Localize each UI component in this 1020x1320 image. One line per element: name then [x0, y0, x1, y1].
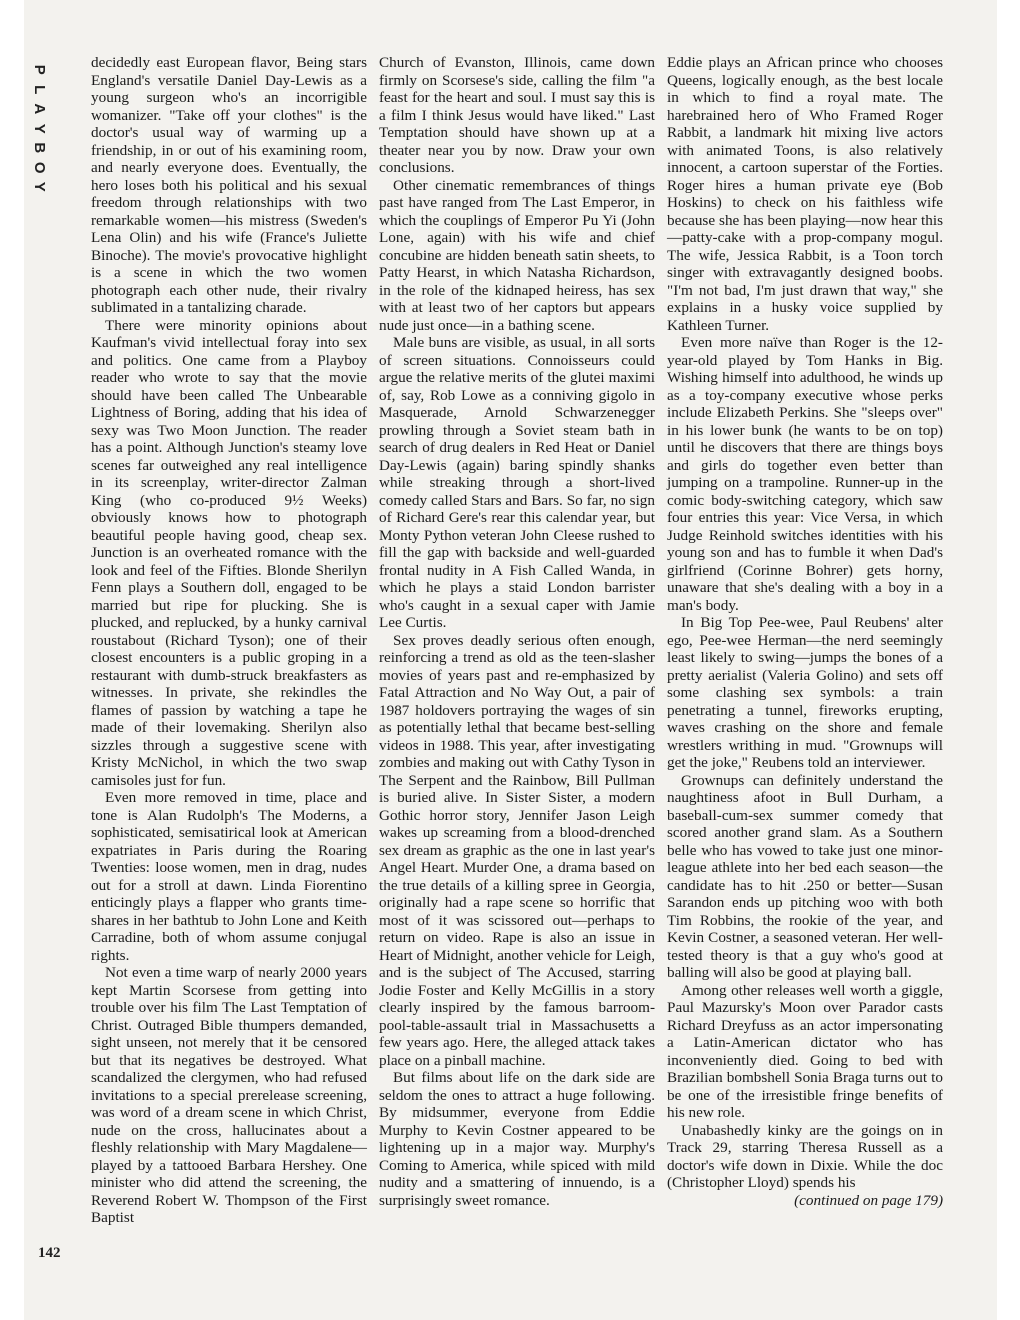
masthead-letter: O [30, 161, 48, 174]
masthead-letter: A [30, 103, 48, 115]
paragraph: Eddie plays an African prince who chooses Queens, logically enough, as the best locale in which to find a royal mate. The harebrained hero of Who Framed Roger Rabbit, a landmark hit mixing live actors with animated Toons, is also relatively innocent, a cartoon superstar of the Forties. Roger hires a human private eye (Bob Hoskins) to check on his faithless wife because she has been playing—now hear this—patty-cake with a prop-company mogul. The wife, Jessica Rabbit, is a Toon torch singer with extravagantly designed boobs. "I'm not bad, I'm just drawn that way," she explains in a husky voice supplied by Kathleen Turner. [667, 54, 943, 334]
masthead-letter: Y [30, 123, 48, 134]
paragraph: Other cinematic remembrances of things past have ranged from The Last Emperor, in which the couplings of Emperor Pu Yi (John Lone, again) with his wife and chief concubine are hidden beneath satin sheets, to Patty Hearst, in which Natasha Richardson, in the role of the kidnaped heiress, has sex with at least two of her captors but appears nude just once—in a bathing scene. [379, 176, 655, 334]
paragraph: Grownups can definitely understand the naughtiness afoot in Bull Durham, a baseball-cum-sex summer comedy that scored another grand slam. As a Southern belle who has vowed to take just one minor-league athlete into her bed each season—the candidate has to hit .250 or better—Susan Sarandon ends up pitching woo with both Tim Robbins, the rookie of the year, and Kevin Costner, a seasoned veteran. Her well-tested theory is that a guy who's good at balling will also be good at playing ball. [667, 771, 943, 981]
paragraph: decidedly east European flavor, Being stars England's versatile Daniel Day-Lewis as a young surgeon who's an incorrigible womanizer. "Take off your clothes" is the doctor's usual way of warming up a friendship, in or out of his examining room, and nearly everyone does. Eventually, the hero loses both his political and his sexual freedom through relationships with two remarkable women—his mistress (Sweden's Lena Olin) and his wife (France's Juliette Binoche). The movie's provocative highlight is a scene in which the two women photograph each other nude, their rivalry sublimated in a tantalizing charade. [91, 54, 367, 316]
magazine-page [24, 0, 997, 1320]
masthead-letter: L [30, 84, 48, 94]
paragraph: Among other releases well worth a giggle, Paul Mazursky's Moon over Parador casts Richard Dreyfuss as an actor impersonating a Latin-American dictator who has inconveniently died. Going to bed with Brazilian bombshell Sonia Braga turns out to be one of the irresistible fringe benefits of his new role. [667, 981, 943, 1121]
text-column-3 [667, 54, 943, 1294]
paragraph: There were minority opinions about Kaufman's vivid intellectual foray into sex and politics. One came from a Playboy reader who wrote to say that the movie should have been called The Unbearable Lightness of Boring, adding that his idea of sexy was Two Moon Junction. The reader has a point. Although Junction's steamy love scenes far outweighed any real intelligence in its screenplay, writer-director Zalman King (who co-produced 9½ Weeks) obviously knows how to photograph beautiful people having good, cheap sex. Junction is an overheated romance with the look and feel of the Fifties. Blonde Sherilyn Fenn plays a Southern doll, engaged to be married but ripe for plucking. She is plucked, and replucked, by a hunky carnival roustabout (Richard Tyson); one of their closest encounters is a public groping in a restaurant with dumb-struck breakfasters as witnesses. In private, she rekindles the flames of passion by watching a tape he made of their lovemaking. Sherilyn also sizzles through a suggestive scene with Kristy McNichol, in which the two swap camisoles just for fun. [91, 316, 367, 789]
masthead-vertical [24, 60, 54, 197]
paragraph: Male buns are visible, as usual, in all sorts of screen situations. Connoisseurs could argue the relative merits of the glutei maximi of, say, Rob Lowe as a conniving gigolo in Masquerade, Arnold Schwarzenegger prowling through a Soviet steam bath in search of drug dealers in Red Heat or Daniel Day-Lewis (again) baring spindly shanks while streaking through a short-lived comedy called Stars and Bars. So far, no sign of Richard Gere's rear this calendar year, but Monty Python veteran John Cleese rushed to fill the gap with backside and well-guarded frontal nudity in A Fish Called Wanda, in which he plays a staid London barrister who's caught in a sexual caper with Jamie Lee Curtis. [379, 334, 655, 631]
paragraph: Not even a time warp of nearly 2000 years kept Martin Scorsese from getting into trouble over his film The Last Temptation of Christ. Outraged Bible thumpers demanded, sight unseen, not merely that it be censored but that its negatives be destroyed. What scandalized the clergymen, who had refused invitations to a special prerelease screening, was word of a dream scene in which Christ, nude on the cross, hallucinates about a fleshly relationship with Mary Magdalene—played by a tattooed Barbara Hershey. One minister who did attend the screening, the Reverend Robert W. Thompson of the First Baptist [91, 964, 367, 1226]
continuation-note: (continued on page 179) [794, 1191, 943, 1209]
paragraph: Even more removed in time, place and tone is Alan Rudolph's The Moderns, a sophisticated, semisatirical look at American expatriates in Paris during the Roaring Twenties: loose women, men in drag, nudes out for a stroll at dawn. Linda Fiorentino enticingly plays a flapper who grants time-shares in her bathtub to John Lone and Keith Carradine, both of whom assume conjugal rights. [91, 789, 367, 964]
paragraph: Unabashedly kinky are the goings on in Track 29, starring Theresa Russell as a doctor's wife down in Dixie. While the doc (Christopher Lloyd) spends his [667, 1121, 943, 1191]
masthead-letter: B [30, 142, 48, 154]
paragraph: Sex proves deadly serious often enough, reinforcing a trend as old as the teen-slasher movies of years past and re-emphasized by Fatal Attraction and No Way Out, a pair of 1987 holdovers portraying the wages of sin as potentially lethal that became best-selling videos in 1988. This year, after investigating zombies and making out with Cathy Tyson in The Serpent and the Rainbow, Bill Pullman is buried alive. In Sister Sister, a modern Gothic horror story, Jennifer Jason Leigh wakes up screaming from a blood-drenched sex dream as graphic as the one in last year's Angel Heart. Murder One, a drama based on the true details of a killing spree in Georgia, originally had a rape scene so horrific that most of it was scissored out—perhaps to return on video. Rape is also an issue in Heart of Midnight, another vehicle for Leigh, and is the subject of The Accused, starring Jodie Foster and Kelly McGillis in a story clearly inspired by the famous barroom-pool-table-assault trial in Massachusetts a few years ago. Here, the alleged attack takes place on a pinball machine. [379, 631, 655, 1069]
paragraph: In Big Top Pee-wee, Paul Reubens' alter ego, Pee-wee Herman—the nerd seemingly least likely to swing—jumps the bones of a pretty aerialist (Valeria Golino) and sets off some clashing sex symbols: a train penetrating a tunnel, fireworks erupting, waves crashing on the shore and female wrestlers writhing in mud. "Grownups will get the joke," Reubens told an interviewer. [667, 614, 943, 771]
text-column-1 [91, 54, 367, 1294]
text-column-2 [379, 54, 655, 1294]
masthead-letter: Y [30, 181, 48, 192]
paragraph: But films about life on the dark side are seldom the ones to attract a huge following. By midsummer, everyone from Eddie Murphy to Kevin Costner appeared to be lightening up in a major way. Murphy's Coming to America, while spiced with mild nudity and a smattering of innuendo, is a surprisingly sweet romance. [379, 1069, 655, 1209]
page-number: 142 [38, 1245, 61, 1261]
masthead-letter: P [30, 64, 48, 75]
paragraph: Church of Evanston, Illinois, came down firmly on Scorsese's side, calling the film "a feast for the heart and soul. I must say this is a film I think Jesus would have liked." Last Temptation should have shown up at a theater near you by now. Draw your own conclusions. [379, 54, 655, 176]
paragraph: Even more naïve than Roger is the 12-year-old played by Tom Hanks in Big. Wishing himself into adulthood, he winds up as a toy-company executive whose perks include Elizabeth Perkins. She "sleeps over" in his lower bunk (he wants to be on top) until he discovers that there are things boys and girls do together even better than jumping on a trampoline. Runner-up in the comic body-switching category, which saw four entries this year: Vice Versa, in which Judge Reinhold switches identities with his young son and has to fumble it when Dad's girlfriend (Corinne Bohrer) gets horny, unaware that she's dealing with a boy in a man's body. [667, 334, 943, 614]
